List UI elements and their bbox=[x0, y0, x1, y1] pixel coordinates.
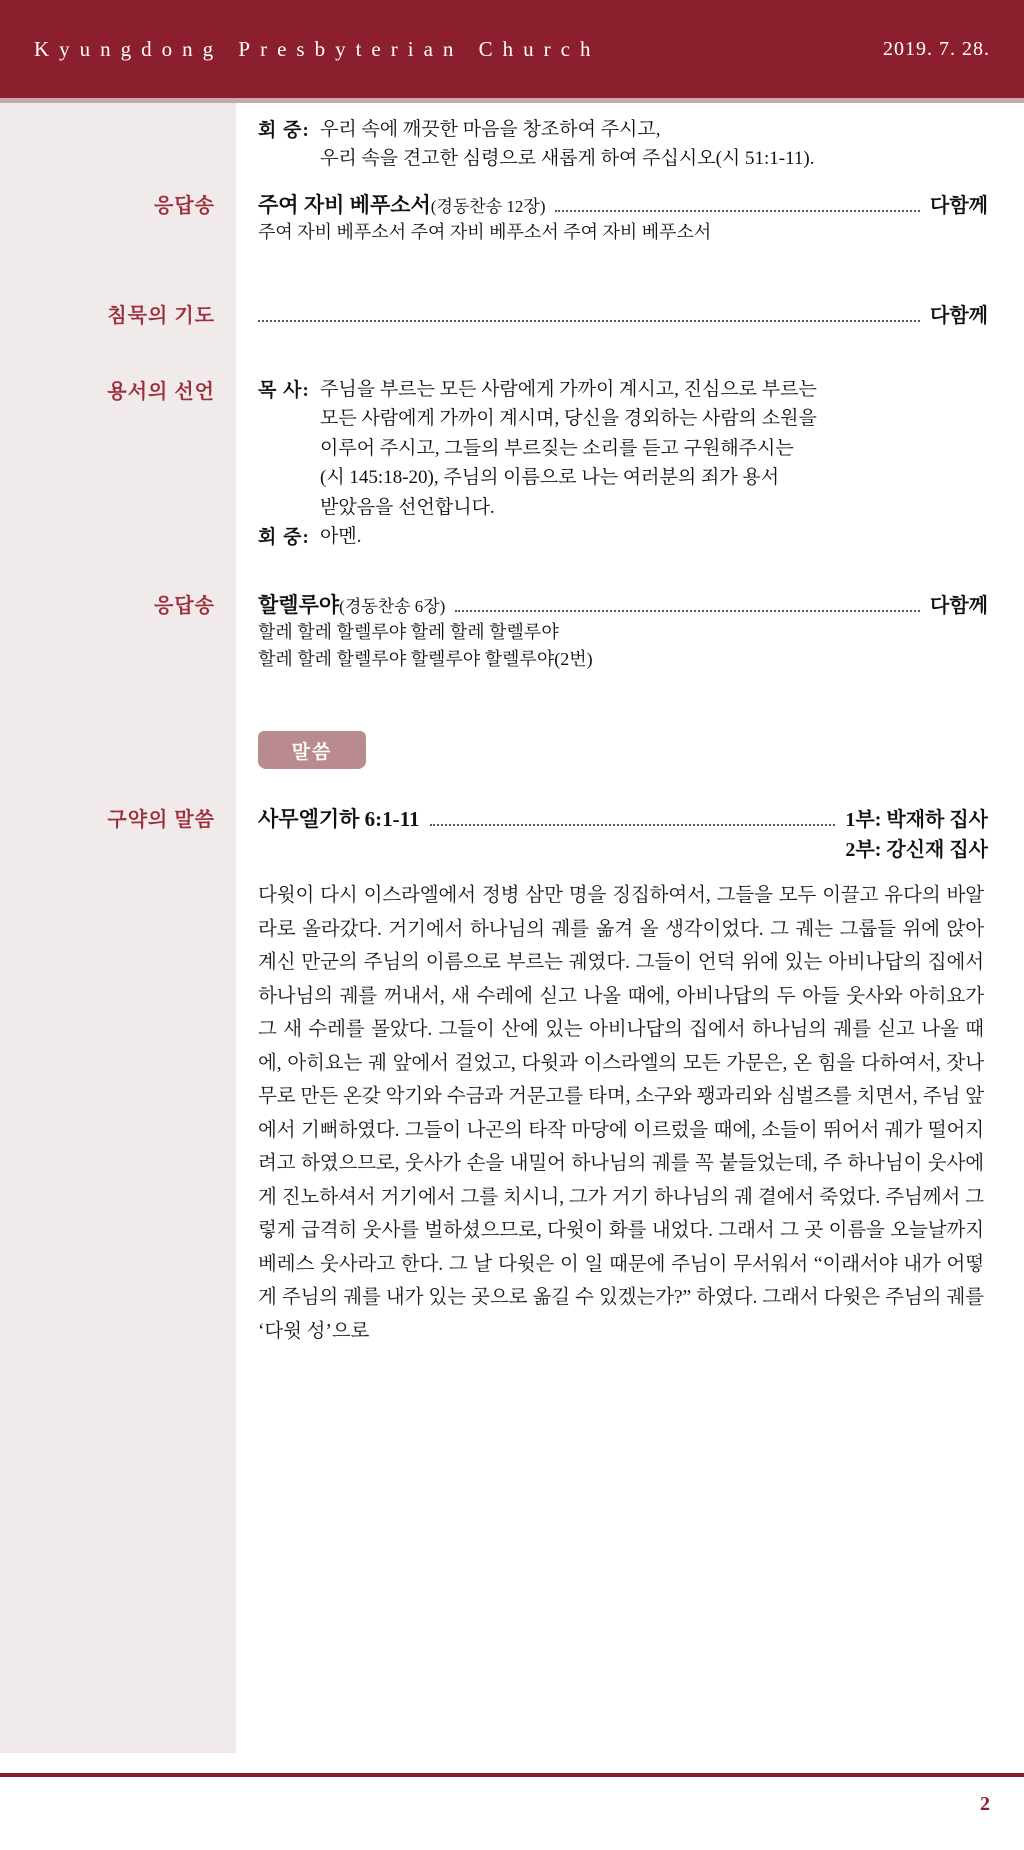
old-testament-content bbox=[258, 803, 988, 862]
page-header bbox=[0, 0, 1024, 98]
congregation-amen-wrap bbox=[258, 522, 988, 551]
issue-date: 2019. 7. 28. bbox=[883, 37, 990, 60]
section-heading-word-label: 말씀 bbox=[291, 741, 333, 763]
silent-prayer-content bbox=[258, 299, 988, 329]
bulletin-body bbox=[0, 103, 1024, 1753]
response-hymn-2-content bbox=[258, 589, 988, 673]
page-number: 2 bbox=[980, 1793, 990, 1815]
response-hymn-1-subtitle: (경동찬송 12장) bbox=[430, 197, 546, 216]
dot-leader bbox=[455, 610, 920, 612]
page-footer bbox=[0, 1777, 1024, 1850]
response-hymn-1-content bbox=[258, 189, 988, 246]
reading-reference-line bbox=[258, 803, 988, 833]
congregation-speech-2: 우리 속을 견고한 심령으로 새롭게 하여 주십시오(시 51:1-11). bbox=[320, 148, 815, 170]
pastor-line-1-wrap bbox=[258, 375, 988, 404]
response-hymn-2-title-line bbox=[258, 589, 988, 619]
congregation-speaker-label: 회 중: bbox=[258, 120, 310, 141]
response-hymn-2-title-text: 할렐루야 bbox=[258, 593, 340, 617]
pastor-line-5: 받았음을 선언합니다. bbox=[320, 496, 495, 518]
pastor-line-3: 이루어 주시고, 그들의 부르짖는 소리를 듣고 구원해주시는 bbox=[320, 437, 794, 459]
label-response-hymn-2: 응답송 bbox=[154, 595, 215, 617]
reading-reference: 사무엘기하 6:1-11 bbox=[258, 807, 420, 831]
dot-leader bbox=[555, 210, 920, 212]
reading-part-1: 1부: 박재하 집사 bbox=[845, 809, 988, 831]
label-forgiveness: 용서의 선언 bbox=[107, 381, 215, 403]
pastor-line-1: 주님을 부르는 모든 사람에게 가까이 계시고, 진심으로 부르는 bbox=[320, 379, 817, 400]
response-hymn-1-title-text: 주여 자비 베푸소서 bbox=[258, 193, 431, 217]
silent-prayer-line bbox=[258, 299, 988, 329]
pastor-speaker-label: 목 사: bbox=[258, 380, 310, 401]
response-hymn-1-leader: 다함께 bbox=[930, 195, 988, 217]
label-silent-prayer: 침묵의 기도 bbox=[107, 305, 215, 327]
scripture-text: 다윗이 다시 이스라엘에서 정병 삼만 명을 징집하여서, 그들을 모두 이끌고 유다의 바알라로 올라갔다. 거기에서 하나님의 궤를 옮겨 올 생각이었다. 그 궤는 그룹들 위에 앉아 계신 만군의 주님의 이름으로 부르는 궤였다. 그들이 언덕 위에 있는 아비나답의 집에서 하나님의 궤를 꺼내서, 새 수레에 싣고 나올 때에, 아비나답의 두 아들 웃사와 아히요가 그 새 수레를 몰았다. 그들이 산에 있는 아비나답의 집에서 하나님의 궤를 싣고 나올 때에, 아히요는 궤 앞에서 걸었고, 다윗과 이스라엘의 모든 가문은, 온 힘을 다하여서, 잣나무로 만든 온갖 악기와 수금과 거문고를 타며, 소구와 꽹과리와 심벌즈를 치면서, 주님 앞에서 기뻐하였다. 그들이 나곤의 타작 마당에 이르렀을 때에, 소들이 뛰어서 궤가 떨어지려고 하였으므로, 웃사가 손을 내밀어 하나님의 궤를 꼭 붙들었는데, 주 하나님이 웃사에게 진노하셔서 거기에서 그를 치시니, 그가 거기 하나님의 궤 곁에서 죽었다. 주님께서 그렇게 급격히 웃사를 벌하셨으므로, 다윗이 화를 내었다. 그래서 그 곳 이름을 오늘날까지 베레스 웃사라고 한다. 그 날 다윗은 이 일 때문에 주님이 무서워서 “이래서야 내가 어떻게 주님의 궤를 내가 있는 곳으로 옮길 수 있겠는가?” 하였다. 그래서 다윗은 주님의 궤를 ‘다윗 성’으로 bbox=[258, 885, 984, 1342]
response-hymn-2-refrain-1: 할레 할레 할렐루야 할레 할레 할렐루야 bbox=[258, 622, 559, 642]
response-hymn-1-title-line bbox=[258, 189, 988, 219]
church-name: Kyungdong Presbyterian Church bbox=[34, 36, 601, 61]
congregation-speaker-label-2: 회 중: bbox=[258, 527, 310, 549]
pastor-line-4: (시 145:18-20), 주님의 이름으로 나는 여러분의 죄가 용서 bbox=[320, 467, 780, 489]
response-hymn-1-refrain: 주여 자비 베푸소서 주여 자비 베푸소서 주여 자비 베푸소서 bbox=[258, 222, 712, 242]
dot-leader bbox=[258, 320, 920, 322]
response-hymn-2-refrain-2: 할레 할레 할렐루야 할렐루야 할렐루야(2번) bbox=[258, 649, 593, 669]
response-hymn-2-subtitle: (경동찬송 6장) bbox=[339, 597, 446, 616]
response-hymn-1-title bbox=[258, 189, 545, 219]
congregation-response-text bbox=[258, 115, 988, 174]
silent-prayer-leader: 다함께 bbox=[930, 305, 988, 327]
header-inner bbox=[0, 0, 1024, 98]
section-heading-word bbox=[258, 731, 366, 769]
scripture-body bbox=[258, 879, 988, 1348]
label-response-hymn-1: 응답송 bbox=[154, 195, 215, 217]
dot-leader bbox=[430, 824, 836, 826]
response-hymn-2-title bbox=[258, 589, 445, 619]
congregation-line-1 bbox=[258, 115, 988, 144]
reading-part-2: 2부: 강신재 집사 bbox=[845, 839, 988, 861]
forgiveness-content bbox=[258, 375, 988, 552]
congregation-speech-1: 우리 속에 깨끗한 마음을 창조하여 주시고, bbox=[320, 119, 661, 140]
label-old-testament: 구약의 말씀 bbox=[107, 809, 215, 831]
congregation-amen: 아멘. bbox=[320, 526, 362, 548]
pastor-line-2: 모든 사람에게 가까이 계시며, 당신을 경외하는 사람의 소원을 bbox=[320, 408, 817, 430]
response-hymn-2-leader: 다함께 bbox=[930, 595, 988, 617]
